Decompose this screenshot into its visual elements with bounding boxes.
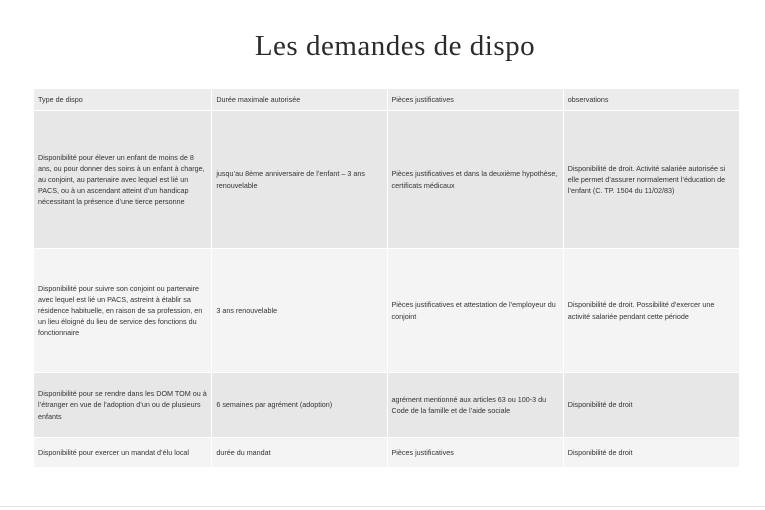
table-row	[34, 373, 740, 438]
cell-observations: Disponibilité de droit. Activité salariée autorisée si elle permet d’assurer normalement l’éducation de l’enfant (C. TP. 1504 du 11/02/83)	[563, 111, 739, 249]
cell-pieces: Pièces justificatives	[387, 438, 563, 468]
cell-observations: Disponibilité de droit. Possibilité d’exercer une activité salariée pendant cette période	[563, 249, 739, 373]
table-row	[34, 111, 740, 249]
cell-duree: 3 ans renouvelable	[212, 249, 387, 373]
cell-duree: jusqu’au 8ème anniversaire de l’enfant – 3 ans renouvelable	[212, 111, 387, 249]
table-row	[34, 438, 740, 468]
cell-type: Disponibilité pour élever un enfant de moins de 8 ans, ou pour donner des soins à un enfant à charge, au conjoint, au partenaire avec lequel est lié un PACS, ou à un ascendant atteint d’un handicap nécessitant la présence d’une tierce personne	[34, 111, 212, 249]
cell-pieces: Pièces justificatives et dans la deuxième hypothèse, certificats médicaux	[387, 111, 563, 249]
cell-type: Disponibilité pour suivre son conjoint ou partenaire avec lequel est lié un PACS, astreint à établir sa résidence habituelle, en raison de sa profession, en un lieu éloigné du lieu de service des fonctions du fonctionnaire	[34, 249, 212, 373]
cell-pieces: agrément mentionné aux articles 63 ou 100-3 du Code de la famille et de l’aide sociale	[387, 373, 563, 438]
cell-duree: durée du mandat	[212, 438, 387, 468]
cell-observations: Disponibilité de droit	[563, 438, 739, 468]
dispo-table	[33, 88, 740, 468]
cell-observations: Disponibilité de droit	[563, 373, 739, 438]
header-observations: observations	[563, 89, 739, 111]
page-title: Les demandes de dispo	[254, 30, 536, 62]
cell-duree: 6 semaines par agrément (adoption)	[212, 373, 387, 438]
header-duree: Durée maximale autorisée	[212, 89, 387, 111]
bottom-divider	[0, 506, 765, 507]
header-type: Type de dispo	[34, 89, 212, 111]
cell-type: Disponibilité pour se rendre dans les DOM TOM ou à l’étranger en vue de l’adoption d’un ou de plusieurs enfants	[34, 373, 212, 438]
cell-type: Disponibilité pour exercer un mandat d’élu local	[34, 438, 212, 468]
header-pieces: Pièces justificatives	[387, 89, 563, 111]
table-header-row	[34, 89, 740, 111]
table-row	[34, 249, 740, 373]
cell-pieces: Pièces justificatives et attestation de l’employeur du conjoint	[387, 249, 563, 373]
